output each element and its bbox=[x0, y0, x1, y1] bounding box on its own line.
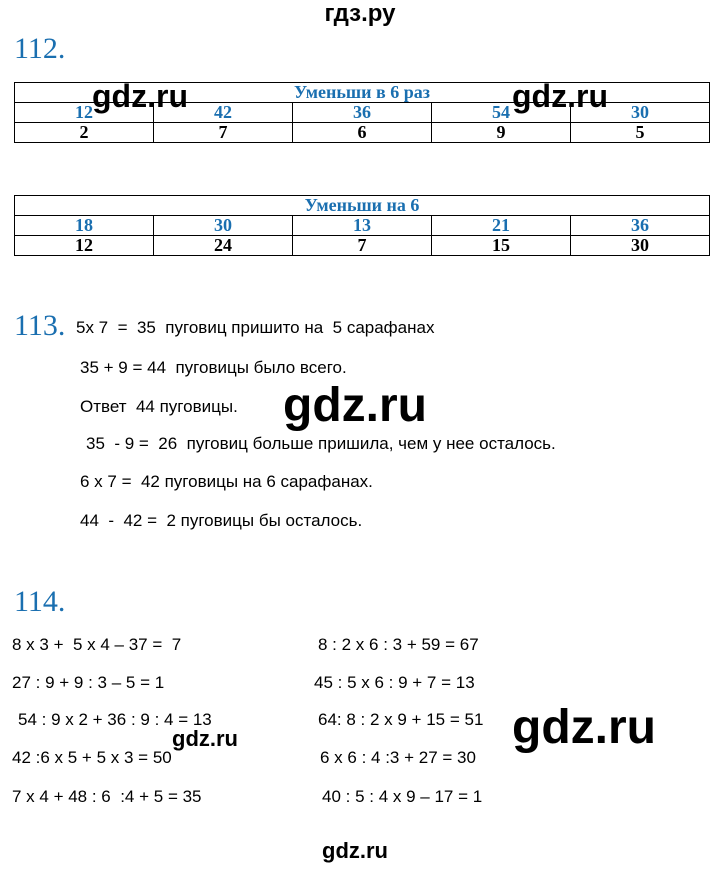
cell: 7 bbox=[293, 236, 432, 256]
cell: 42 bbox=[154, 103, 293, 123]
task-113-number: 113. bbox=[14, 309, 66, 342]
table-row bbox=[15, 216, 710, 236]
expression-right: 8 : 2 х 6 : 3 + 59 = 67 bbox=[318, 635, 479, 654]
cell: 30 bbox=[154, 216, 293, 236]
cell: 30 bbox=[571, 103, 710, 123]
watermark: gdz.ru bbox=[512, 701, 656, 754]
cell: 13 bbox=[293, 216, 432, 236]
cell: 24 bbox=[154, 236, 293, 256]
cell: 6 bbox=[293, 123, 432, 143]
task-112-number: 112. bbox=[14, 32, 66, 65]
expression-right: 64: 8 : 2 х 9 + 15 = 51 bbox=[318, 710, 484, 729]
site-header: гдз.ру bbox=[324, 0, 396, 27]
cell: 12 bbox=[15, 103, 154, 123]
cell: 54 bbox=[432, 103, 571, 123]
expression-right: 6 х 6 : 4 :3 + 27 = 30 bbox=[320, 748, 476, 767]
cell: 5 bbox=[571, 123, 710, 143]
solution-line: 5х 7 = 35 пуговиц пришито на 5 сарафанах bbox=[76, 318, 435, 337]
expression-right: 40 : 5 : 4 х 9 – 17 = 1 bbox=[322, 787, 483, 806]
expression-left: 27 : 9 + 9 : 3 – 5 = 1 bbox=[12, 673, 165, 692]
expression-left: 8 х 3 + 5 х 4 – 37 = 7 bbox=[12, 635, 182, 654]
solution-line: 6 х 7 = 42 пуговицы на 6 сарафанах. bbox=[80, 472, 373, 491]
cell: 7 bbox=[154, 123, 293, 143]
solution-line: 35 - 9 = 26 пуговиц больше пришила, чем у нее осталось. bbox=[86, 434, 556, 453]
cell: 9 bbox=[432, 123, 571, 143]
solution-line: Ответ 44 пуговицы. bbox=[80, 397, 238, 416]
table-subtract-6 bbox=[14, 195, 710, 256]
task-114-number: 114. bbox=[14, 585, 66, 618]
watermark: gdz.ru bbox=[92, 78, 188, 114]
watermark: gdz.ru bbox=[512, 78, 608, 114]
cell: 18 bbox=[15, 216, 154, 236]
table-row bbox=[15, 236, 710, 256]
expression-left: 7 х 4 + 48 : 6 :4 + 5 = 35 bbox=[12, 787, 202, 806]
watermark: gdz.ru bbox=[283, 379, 427, 432]
expression-left: 54 : 9 х 2 + 36 : 9 : 4 = 13 bbox=[18, 710, 212, 729]
watermark: gdz.ru bbox=[172, 726, 238, 751]
table-title: Уменьши на 6 bbox=[15, 196, 710, 216]
solution-line: 35 + 9 = 44 пуговицы было всего. bbox=[80, 358, 347, 377]
expression-right: 45 : 5 х 6 : 9 + 7 = 13 bbox=[314, 673, 475, 692]
watermark: gdz.ru bbox=[322, 838, 388, 863]
expression-left: 42 :6 х 5 + 5 х 3 = 50 bbox=[12, 748, 172, 767]
solution-line: 44 - 42 = 2 пуговицы бы осталось. bbox=[80, 511, 363, 530]
table-row bbox=[15, 123, 710, 143]
table-title: Уменьши в 6 раз bbox=[15, 83, 710, 103]
cell: 30 bbox=[571, 236, 710, 256]
cell: 2 bbox=[15, 123, 154, 143]
cell: 36 bbox=[293, 103, 432, 123]
cell: 12 bbox=[15, 236, 154, 256]
cell: 36 bbox=[571, 216, 710, 236]
cell: 15 bbox=[432, 236, 571, 256]
cell: 21 bbox=[432, 216, 571, 236]
